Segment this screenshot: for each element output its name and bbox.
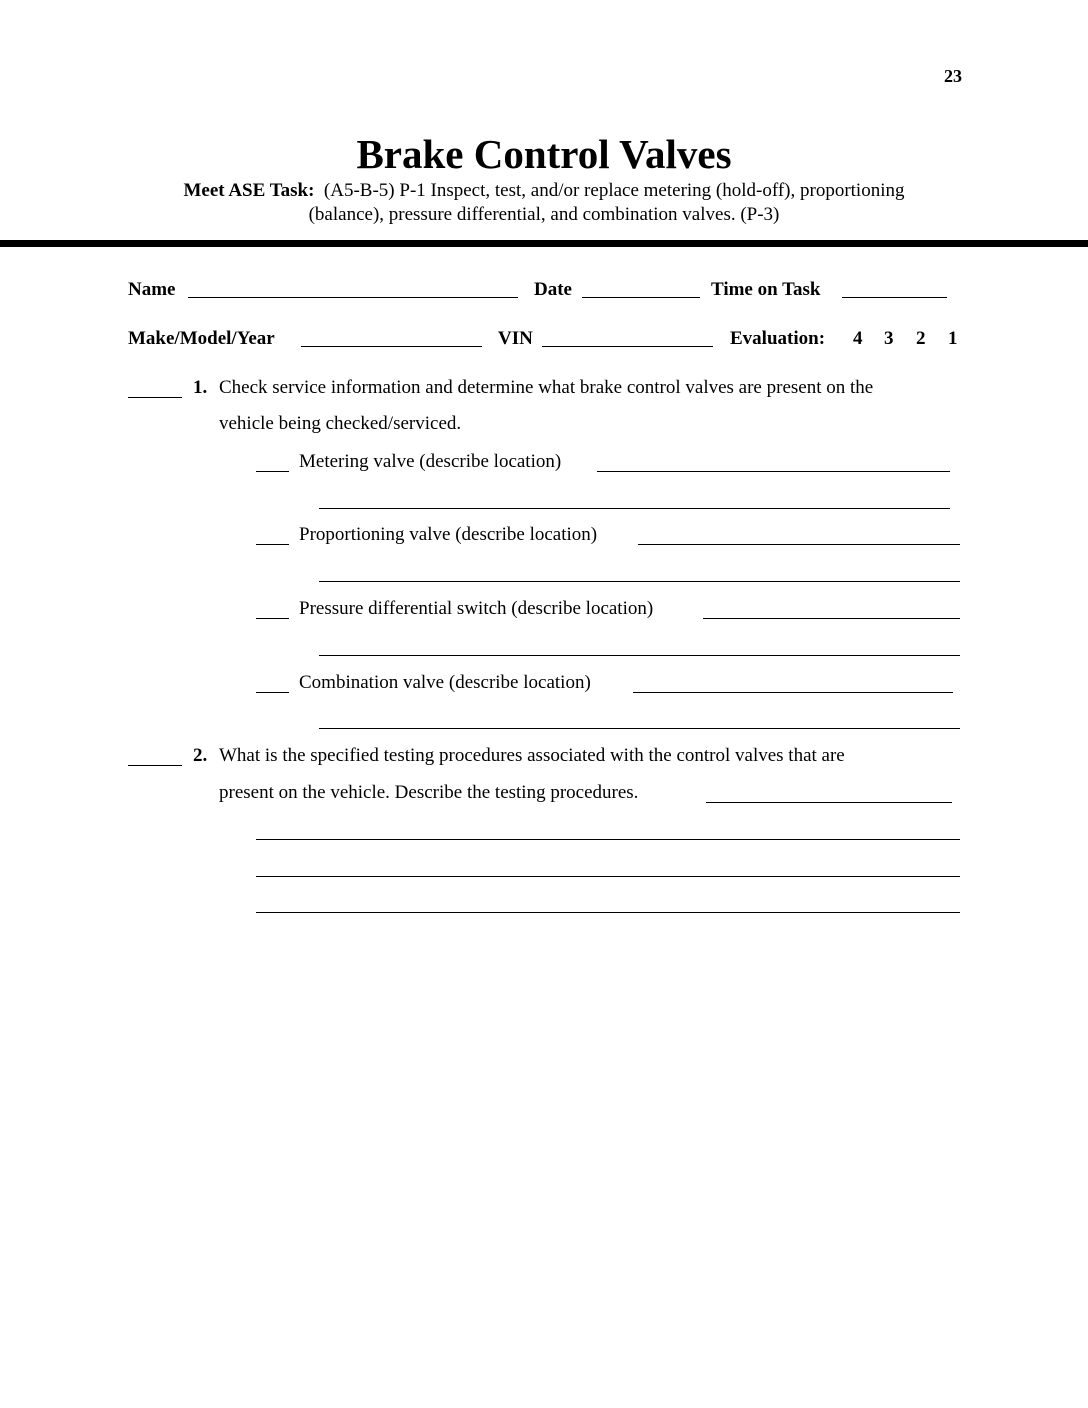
evaluation-score-2[interactable]: 2 xyxy=(916,328,926,349)
q2-text-line-1: What is the specified testing procedures associated with the control valves that are xyxy=(219,745,845,766)
page-title: Brake Control Valves xyxy=(356,131,732,177)
name-label: Name xyxy=(128,279,176,300)
ase-task-label: Meet ASE Task: xyxy=(183,180,315,201)
evaluation-label: Evaluation: xyxy=(730,328,826,349)
combination-valve-field[interactable] xyxy=(633,692,953,693)
evaluation-score-3[interactable]: 3 xyxy=(884,328,894,349)
proportioning-valve-field[interactable] xyxy=(638,544,960,545)
date-label: Date xyxy=(534,279,572,300)
ase-task-line-1 xyxy=(0,180,1088,202)
testing-procedures-field-2[interactable] xyxy=(256,839,960,840)
vin-field[interactable] xyxy=(542,346,713,347)
date-field[interactable] xyxy=(582,297,700,298)
vin-label: VIN xyxy=(498,328,533,349)
testing-procedures-field[interactable] xyxy=(706,802,952,803)
testing-procedures-field-3[interactable] xyxy=(256,876,960,877)
q1-text-line-1: Check service information and determine what brake control valves are present on the xyxy=(219,377,874,398)
proportioning-valve-field-2[interactable] xyxy=(319,581,960,582)
q1-text-line-2: vehicle being checked/serviced. xyxy=(219,413,462,434)
q2-check-blank[interactable] xyxy=(128,765,182,766)
pressure-differential-switch-field-2[interactable] xyxy=(319,655,960,656)
name-field[interactable] xyxy=(188,297,518,298)
header-rule xyxy=(0,240,1088,247)
metering-valve-check[interactable] xyxy=(256,471,289,472)
time-on-task-label: Time on Task xyxy=(711,279,821,300)
q2-text-line-2: present on the vehicle. Describe the testing procedures. xyxy=(219,782,639,803)
pressure-differential-switch-label: Pressure differential switch (describe location) xyxy=(299,598,654,619)
q2-number: 2. xyxy=(193,745,208,766)
make-model-year-field[interactable] xyxy=(301,346,482,347)
make-model-year-label: Make/Model/Year xyxy=(128,328,275,349)
ase-task-text-1: (A5-B-5) P-1 Inspect, test, and/or replace metering (hold-off), proportioning xyxy=(323,180,905,201)
combination-valve-label: Combination valve (describe location) xyxy=(299,672,591,693)
q1-check-blank[interactable] xyxy=(128,397,182,398)
combination-valve-field-2[interactable] xyxy=(319,728,960,729)
time-on-task-field[interactable] xyxy=(842,297,947,298)
testing-procedures-field-4[interactable] xyxy=(256,912,960,913)
metering-valve-field-2[interactable] xyxy=(319,508,950,509)
evaluation-score-4[interactable]: 4 xyxy=(853,328,863,349)
pressure-differential-switch-check[interactable] xyxy=(256,618,289,619)
q1-number: 1. xyxy=(193,377,208,398)
metering-valve-label: Metering valve (describe location) xyxy=(299,451,562,472)
combination-valve-check[interactable] xyxy=(256,692,289,693)
proportioning-valve-check[interactable] xyxy=(256,544,289,545)
metering-valve-field[interactable] xyxy=(597,471,950,472)
pressure-differential-switch-field[interactable] xyxy=(703,618,960,619)
page-number: 23 xyxy=(944,66,962,86)
proportioning-valve-label: Proportioning valve (describe location) xyxy=(299,524,598,545)
ase-task-line-2: (balance), pressure differential, and combination valves. (P-3) xyxy=(308,204,780,225)
evaluation-score-1[interactable]: 1 xyxy=(948,328,958,349)
